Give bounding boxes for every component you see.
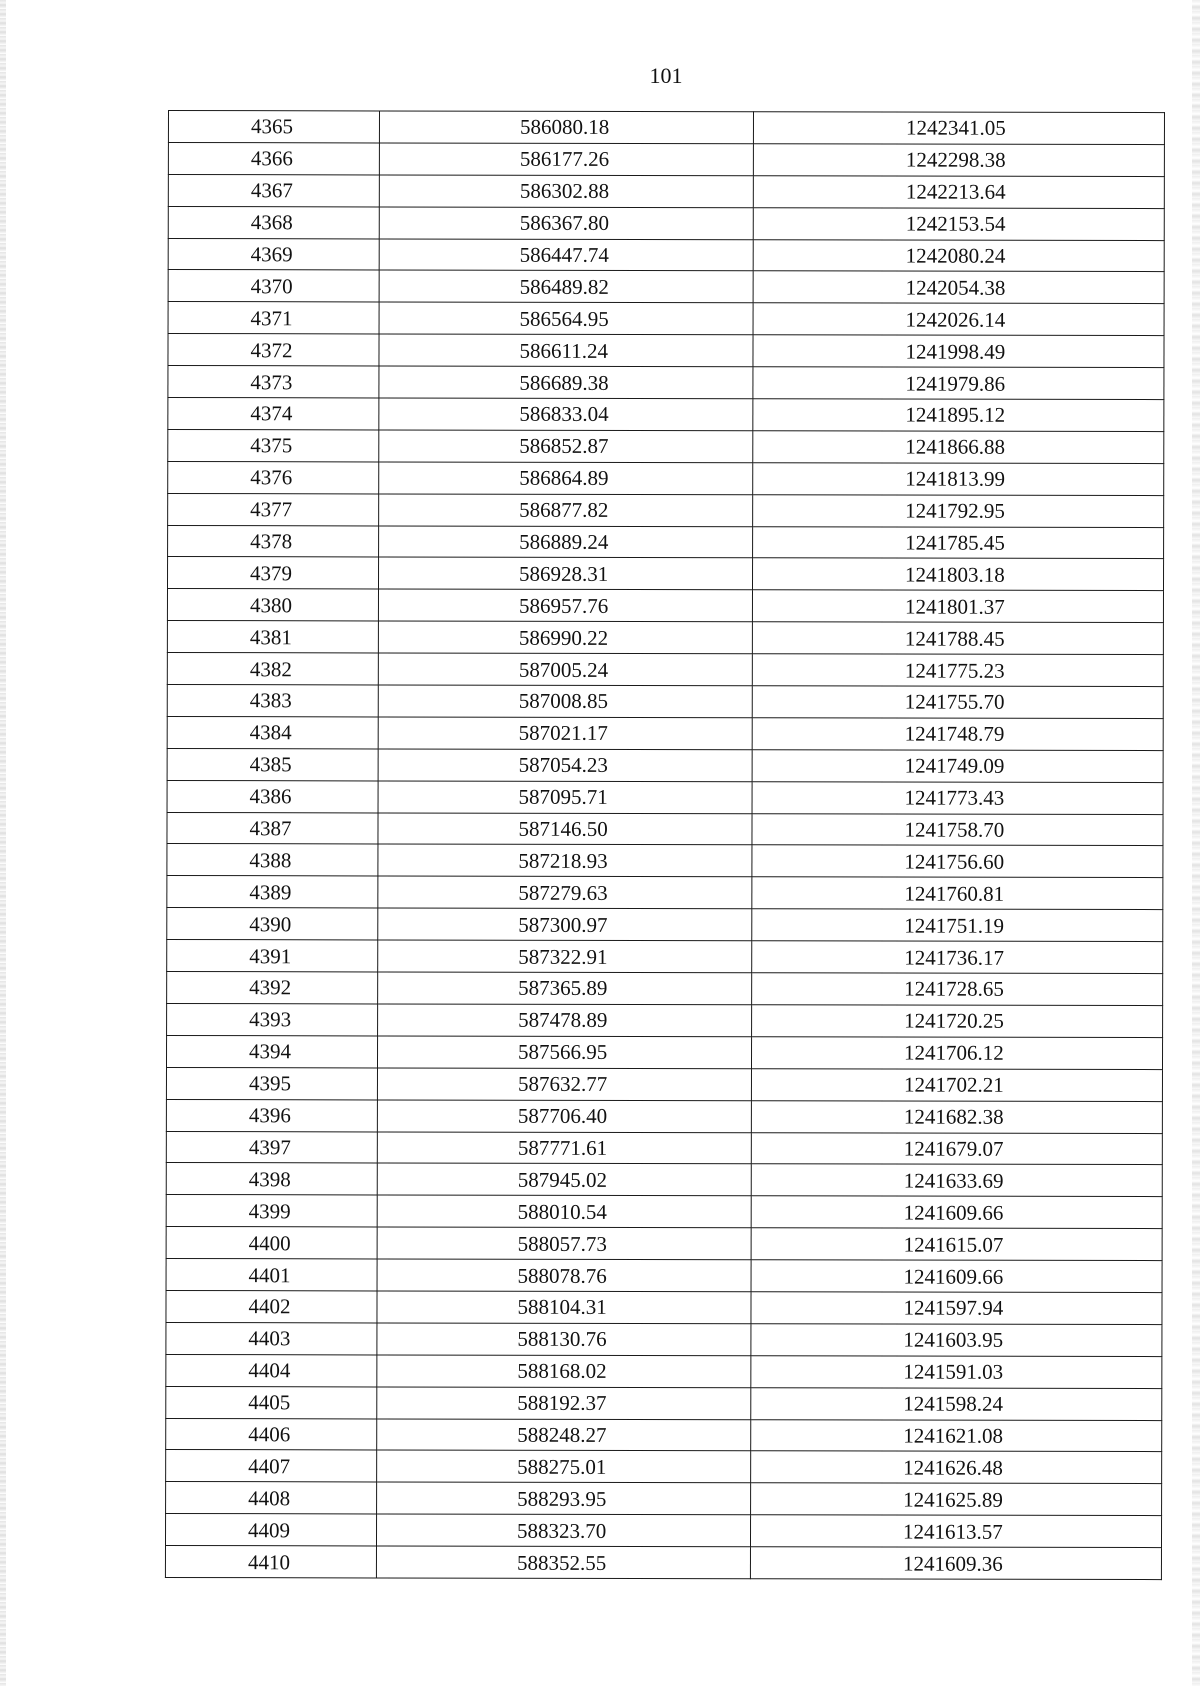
- x-coordinate-cell: 586852.87: [379, 430, 753, 463]
- table-row: [167, 653, 1163, 687]
- x-coordinate-cell: 586177.26: [379, 143, 753, 176]
- x-coordinate-cell: 586367.80: [379, 207, 753, 240]
- x-coordinate-cell: 586990.22: [378, 621, 752, 654]
- y-coordinate-cell: 1242026.14: [753, 303, 1164, 336]
- point-id-cell: 4399: [166, 1195, 377, 1227]
- y-coordinate-cell: 1241613.57: [750, 1515, 1161, 1548]
- table-row: [168, 525, 1164, 559]
- table-row: [168, 429, 1164, 463]
- table-row: [168, 334, 1164, 368]
- point-id-cell: 4369: [168, 238, 379, 270]
- table-row: [168, 174, 1164, 208]
- table-row: [166, 1386, 1162, 1420]
- point-id-cell: 4393: [167, 1003, 378, 1035]
- point-id-cell: 4366: [168, 142, 379, 174]
- x-coordinate-cell: 588057.73: [377, 1227, 751, 1260]
- table-row: [167, 685, 1163, 719]
- y-coordinate-cell: 1241598.24: [751, 1387, 1162, 1420]
- point-id-cell: 4368: [168, 206, 379, 238]
- point-id-cell: 4410: [165, 1546, 376, 1578]
- x-coordinate-cell: 586689.38: [379, 366, 753, 399]
- point-id-cell: 4372: [168, 334, 379, 366]
- y-coordinate-cell: 1241625.89: [751, 1483, 1162, 1516]
- y-coordinate-cell: 1241801.37: [752, 590, 1163, 623]
- y-coordinate-cell: 1241609.36: [750, 1547, 1161, 1580]
- x-coordinate-cell: 587771.61: [377, 1131, 751, 1164]
- x-coordinate-cell: 586447.74: [379, 239, 753, 272]
- x-coordinate-cell: 588248.27: [377, 1418, 751, 1451]
- x-coordinate-cell: 586564.95: [379, 302, 753, 335]
- y-coordinate-cell: 1242080.24: [753, 239, 1164, 272]
- x-coordinate-cell: 586080.18: [379, 111, 753, 144]
- y-coordinate-cell: 1241803.18: [752, 558, 1163, 591]
- x-coordinate-cell: 587021.17: [378, 717, 752, 750]
- table-row: [166, 1482, 1162, 1516]
- point-id-cell: 4389: [167, 876, 378, 908]
- y-coordinate-cell: 1241728.65: [752, 973, 1163, 1006]
- x-coordinate-cell: 586833.04: [379, 398, 753, 431]
- x-coordinate-cell: 588130.76: [377, 1323, 751, 1356]
- x-coordinate-cell: 586957.76: [378, 589, 752, 622]
- table-row: [166, 1067, 1162, 1101]
- x-coordinate-cell: 587095.71: [378, 781, 752, 814]
- point-id-cell: 4383: [167, 685, 378, 717]
- x-coordinate-cell: 587279.63: [378, 876, 752, 909]
- x-coordinate-cell: 587632.77: [377, 1068, 751, 1101]
- point-id-cell: 4392: [167, 972, 378, 1004]
- point-id-cell: 4406: [166, 1418, 377, 1450]
- table-row: [168, 493, 1164, 527]
- point-id-cell: 4370: [168, 270, 379, 302]
- table-row: [168, 366, 1164, 400]
- point-id-cell: 4396: [166, 1099, 377, 1131]
- x-coordinate-cell: 587478.89: [378, 1004, 752, 1037]
- table-row: [166, 1227, 1162, 1261]
- page-number: 101: [649, 63, 683, 88]
- point-id-cell: 4390: [167, 908, 378, 940]
- coordinate-table-container: [168, 110, 1164, 1578]
- y-coordinate-cell: 1241597.94: [751, 1292, 1162, 1325]
- point-id-cell: 4407: [166, 1450, 377, 1482]
- y-coordinate-cell: 1242298.38: [753, 144, 1164, 177]
- table-row: [167, 1003, 1163, 1037]
- y-coordinate-cell: 1241720.25: [752, 1005, 1163, 1038]
- y-coordinate-cell: 1241755.70: [752, 686, 1163, 719]
- table-row: [166, 1450, 1162, 1484]
- table-row: [167, 812, 1163, 846]
- x-coordinate-cell: 588293.95: [377, 1482, 751, 1515]
- x-coordinate-cell: 586864.89: [379, 462, 753, 495]
- y-coordinate-cell: 1241748.79: [752, 718, 1163, 751]
- scan-edge-right: [1192, 0, 1200, 1686]
- point-id-cell: 4387: [167, 812, 378, 844]
- y-coordinate-cell: 1241788.45: [752, 622, 1163, 655]
- table-row: [168, 206, 1164, 240]
- scan-edge-left: [0, 0, 6, 1686]
- table-row: [168, 111, 1164, 145]
- point-id-cell: 4408: [166, 1482, 377, 1514]
- table-row: [167, 621, 1163, 655]
- point-id-cell: 4382: [167, 653, 378, 685]
- x-coordinate-cell: 587566.95: [377, 1036, 751, 1069]
- table-row: [167, 557, 1163, 591]
- y-coordinate-cell: 1241736.17: [752, 941, 1163, 974]
- point-id-cell: 4386: [167, 780, 378, 812]
- point-id-cell: 4400: [166, 1227, 377, 1259]
- y-coordinate-cell: 1242054.38: [753, 271, 1164, 304]
- table-row: [168, 398, 1164, 432]
- point-id-cell: 4373: [168, 366, 379, 398]
- point-id-cell: 4385: [167, 748, 378, 780]
- table-row: [167, 748, 1163, 782]
- x-coordinate-cell: 587008.85: [378, 685, 752, 718]
- y-coordinate-cell: 1241792.95: [753, 494, 1164, 527]
- x-coordinate-cell: 586611.24: [379, 334, 753, 367]
- y-coordinate-cell: 1241813.99: [753, 463, 1164, 496]
- point-id-cell: 4409: [165, 1514, 376, 1546]
- y-coordinate-cell: 1242213.64: [753, 176, 1164, 209]
- table-row: [167, 876, 1163, 910]
- y-coordinate-cell: 1241679.07: [751, 1132, 1162, 1165]
- table-row: [167, 908, 1163, 942]
- point-id-cell: 4395: [166, 1067, 377, 1099]
- coordinate-table-body: [165, 111, 1164, 1580]
- table-row: [166, 1035, 1162, 1069]
- y-coordinate-cell: 1241998.49: [753, 335, 1164, 368]
- table-row: [167, 589, 1163, 623]
- table-row: [168, 270, 1164, 304]
- point-id-cell: 4388: [167, 844, 378, 876]
- point-id-cell: 4381: [167, 621, 378, 653]
- x-coordinate-cell: 586889.24: [379, 526, 753, 559]
- table-row: [166, 1163, 1162, 1197]
- point-id-cell: 4402: [166, 1290, 377, 1322]
- point-id-cell: 4374: [168, 398, 379, 430]
- x-coordinate-cell: 588275.01: [377, 1450, 751, 1483]
- point-id-cell: 4403: [166, 1322, 377, 1354]
- table-row: [166, 1354, 1162, 1388]
- point-id-cell: 4401: [166, 1259, 377, 1291]
- y-coordinate-cell: 1241609.66: [751, 1196, 1162, 1229]
- x-coordinate-cell: 587365.89: [378, 972, 752, 1005]
- point-id-cell: 4384: [167, 716, 378, 748]
- point-id-cell: 4404: [166, 1354, 377, 1386]
- y-coordinate-cell: 1241758.70: [752, 813, 1163, 846]
- y-coordinate-cell: 1241603.95: [751, 1324, 1162, 1357]
- y-coordinate-cell: 1241682.38: [751, 1100, 1162, 1133]
- table-row: [167, 844, 1163, 878]
- point-id-cell: 4365: [168, 111, 379, 143]
- table-row: [167, 780, 1163, 814]
- point-id-cell: 4391: [167, 940, 378, 972]
- point-id-cell: 4379: [167, 557, 378, 589]
- y-coordinate-cell: 1241609.66: [751, 1260, 1162, 1293]
- x-coordinate-cell: 587054.23: [378, 749, 752, 782]
- point-id-cell: 4398: [166, 1163, 377, 1195]
- point-id-cell: 4376: [168, 461, 379, 493]
- table-row: [168, 302, 1164, 336]
- table-row: [166, 1195, 1162, 1229]
- x-coordinate-cell: 587945.02: [377, 1163, 751, 1196]
- y-coordinate-cell: 1241749.09: [752, 750, 1163, 783]
- table-row: [167, 972, 1163, 1006]
- y-coordinate-cell: 1241866.88: [753, 431, 1164, 464]
- coordinate-table: [165, 110, 1165, 1580]
- y-coordinate-cell: 1241633.69: [751, 1164, 1162, 1197]
- point-id-cell: 4394: [166, 1035, 377, 1067]
- table-row: [165, 1514, 1161, 1548]
- point-id-cell: 4375: [168, 429, 379, 461]
- y-coordinate-cell: 1242153.54: [753, 207, 1164, 240]
- x-coordinate-cell: 588192.37: [377, 1387, 751, 1420]
- y-coordinate-cell: 1241756.60: [752, 845, 1163, 878]
- table-row: [166, 1131, 1162, 1165]
- point-id-cell: 4367: [168, 174, 379, 206]
- y-coordinate-cell: 1241591.03: [751, 1355, 1162, 1388]
- x-coordinate-cell: 586302.88: [379, 175, 753, 208]
- table-row: [166, 1259, 1162, 1293]
- table-row: [166, 1099, 1162, 1133]
- x-coordinate-cell: 588352.55: [376, 1546, 750, 1579]
- point-id-cell: 4405: [166, 1386, 377, 1418]
- table-row: [167, 940, 1163, 974]
- y-coordinate-cell: 1241615.07: [751, 1228, 1162, 1261]
- y-coordinate-cell: 1241895.12: [753, 399, 1164, 432]
- table-row: [166, 1290, 1162, 1324]
- y-coordinate-cell: 1241702.21: [751, 1068, 1162, 1101]
- x-coordinate-cell: 587146.50: [378, 813, 752, 846]
- x-coordinate-cell: 588104.31: [377, 1291, 751, 1324]
- point-id-cell: 4380: [167, 589, 378, 621]
- table-row: [166, 1322, 1162, 1356]
- x-coordinate-cell: 588323.70: [376, 1514, 750, 1547]
- x-coordinate-cell: 588078.76: [377, 1259, 751, 1292]
- point-id-cell: 4397: [166, 1131, 377, 1163]
- x-coordinate-cell: 587218.93: [378, 844, 752, 877]
- x-coordinate-cell: 587005.24: [378, 653, 752, 686]
- y-coordinate-cell: 1241751.19: [752, 909, 1163, 942]
- y-coordinate-cell: 1241706.12: [751, 1037, 1162, 1070]
- x-coordinate-cell: 587706.40: [377, 1100, 751, 1133]
- table-row: [165, 1546, 1161, 1580]
- x-coordinate-cell: 587322.91: [378, 940, 752, 973]
- y-coordinate-cell: 1241775.23: [752, 654, 1163, 687]
- x-coordinate-cell: 587300.97: [378, 908, 752, 941]
- x-coordinate-cell: 588010.54: [377, 1195, 751, 1228]
- y-coordinate-cell: 1241785.45: [753, 526, 1164, 559]
- table-row: [168, 461, 1164, 495]
- y-coordinate-cell: 1241626.48: [751, 1451, 1162, 1484]
- point-id-cell: 4378: [168, 525, 379, 557]
- table-row: [168, 238, 1164, 272]
- point-id-cell: 4371: [168, 302, 379, 334]
- point-id-cell: 4377: [168, 493, 379, 525]
- x-coordinate-cell: 586877.82: [379, 494, 753, 527]
- x-coordinate-cell: 586928.31: [378, 557, 752, 590]
- y-coordinate-cell: 1241621.08: [751, 1419, 1162, 1452]
- y-coordinate-cell: 1242341.05: [753, 112, 1164, 145]
- y-coordinate-cell: 1241760.81: [752, 877, 1163, 910]
- y-coordinate-cell: 1241979.86: [753, 367, 1164, 400]
- x-coordinate-cell: 586489.82: [379, 270, 753, 303]
- table-row: [168, 142, 1164, 176]
- table-row: [166, 1418, 1162, 1452]
- y-coordinate-cell: 1241773.43: [752, 781, 1163, 814]
- x-coordinate-cell: 588168.02: [377, 1355, 751, 1388]
- table-row: [167, 716, 1163, 750]
